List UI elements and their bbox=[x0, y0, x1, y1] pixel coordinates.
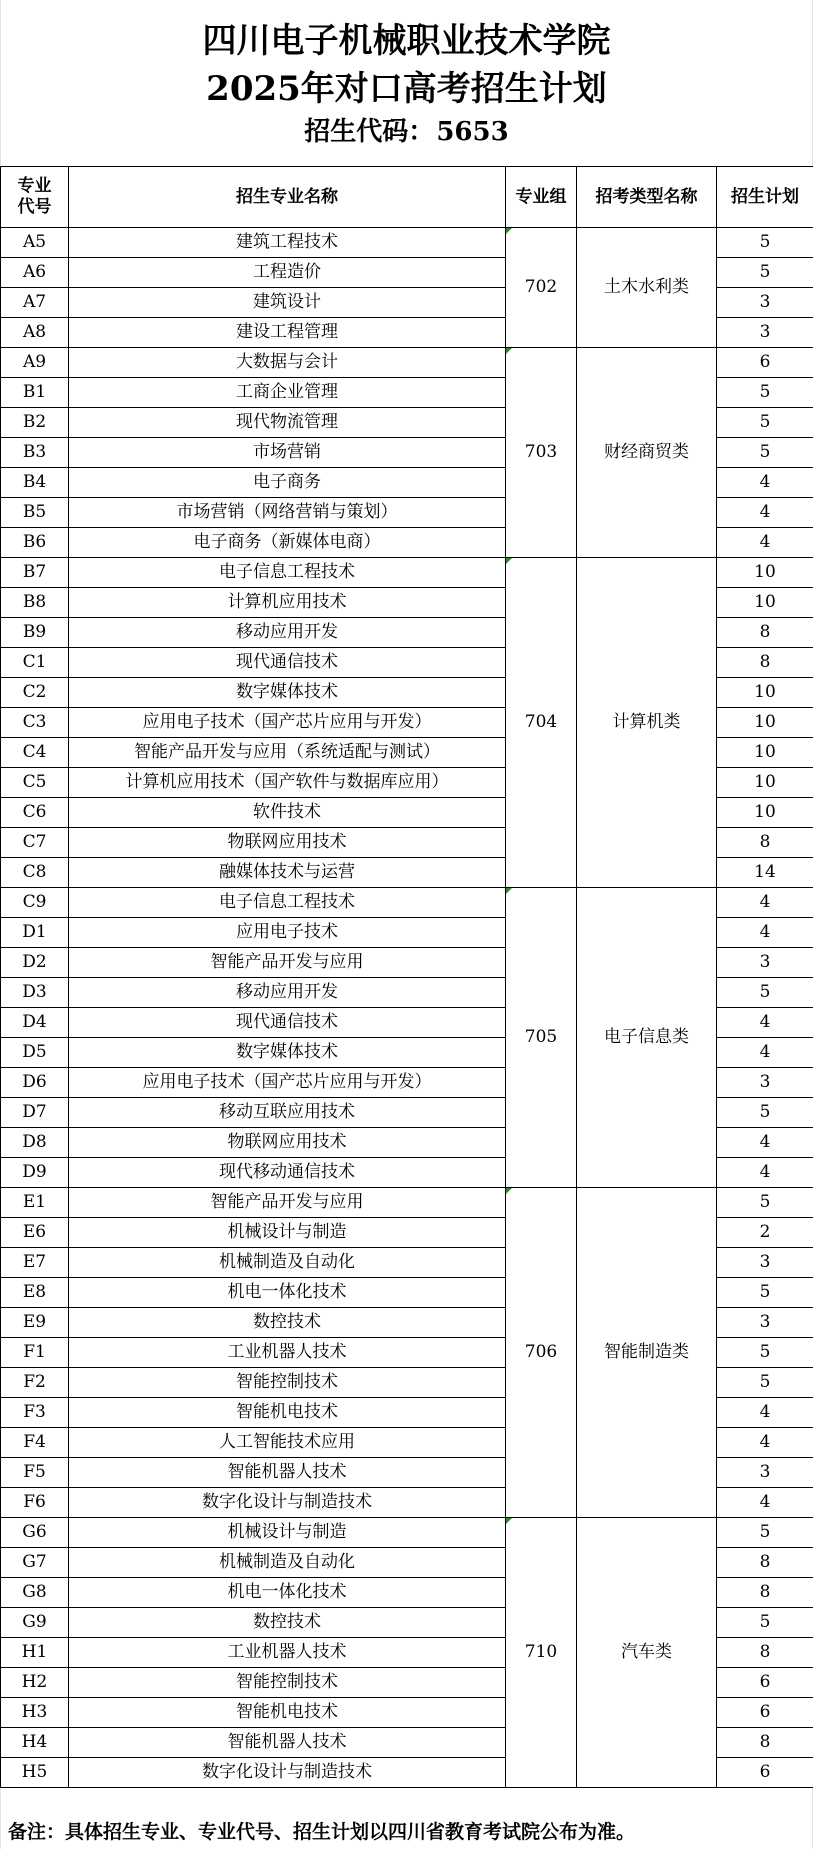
major-code-cell: D1 bbox=[1, 918, 69, 948]
major-group-cell bbox=[506, 348, 577, 558]
major-name-cell: 智能机器人技术 bbox=[69, 1458, 506, 1488]
plan-count-cell: 4 bbox=[717, 888, 813, 918]
plan-count-cell: 8 bbox=[717, 1548, 813, 1578]
table-row bbox=[1, 1188, 813, 1218]
major-name-cell: 机电一体化技术 bbox=[69, 1578, 506, 1608]
major-code-cell: B4 bbox=[1, 468, 69, 498]
exam-type-cell: 计算机类 bbox=[577, 558, 717, 888]
major-code-cell: C3 bbox=[1, 708, 69, 738]
major-name-cell: 工程造价 bbox=[69, 258, 506, 288]
plan-count-cell: 8 bbox=[717, 1728, 813, 1758]
major-code-cell: D3 bbox=[1, 978, 69, 1008]
major-name-cell: 市场营销（网络营销与策划） bbox=[69, 498, 506, 528]
major-code-cell: H5 bbox=[1, 1758, 69, 1788]
major-name-cell: 应用电子技术 bbox=[69, 918, 506, 948]
major-name-cell: 移动互联应用技术 bbox=[69, 1098, 506, 1128]
plan-count-cell: 5 bbox=[717, 378, 813, 408]
plan-count-cell: 3 bbox=[717, 1308, 813, 1338]
major-name-cell: 电子商务（新媒体电商） bbox=[69, 528, 506, 558]
plan-count-cell: 8 bbox=[717, 1638, 813, 1668]
exam-type-cell: 财经商贸类 bbox=[577, 348, 717, 558]
column-header-name: 招生专业名称 bbox=[69, 167, 506, 228]
major-code-cell: A9 bbox=[1, 348, 69, 378]
major-name-cell: 机械设计与制造 bbox=[69, 1218, 506, 1248]
plan-count-cell: 14 bbox=[717, 858, 813, 888]
plan-count-cell: 8 bbox=[717, 828, 813, 858]
major-name-cell: 应用电子技术（国产芯片应用与开发） bbox=[69, 708, 506, 738]
major-code-cell: C5 bbox=[1, 768, 69, 798]
major-name-cell: 机械制造及自动化 bbox=[69, 1548, 506, 1578]
major-name-cell: 机电一体化技术 bbox=[69, 1278, 506, 1308]
major-code-cell: B8 bbox=[1, 588, 69, 618]
major-name-cell: 移动应用开发 bbox=[69, 618, 506, 648]
plan-count-cell: 3 bbox=[717, 948, 813, 978]
plan-count-cell: 3 bbox=[717, 1458, 813, 1488]
major-name-cell: 数控技术 bbox=[69, 1608, 506, 1638]
enrollment-code-value: 5653 bbox=[436, 117, 509, 147]
major-name-cell: 融媒体技术与运营 bbox=[69, 858, 506, 888]
major-code-cell: B6 bbox=[1, 528, 69, 558]
major-code-cell: F5 bbox=[1, 1458, 69, 1488]
document-header bbox=[0, 0, 813, 166]
major-code-cell: B9 bbox=[1, 618, 69, 648]
major-name-cell: 建筑工程技术 bbox=[69, 228, 506, 258]
plan-count-cell: 8 bbox=[717, 618, 813, 648]
column-header-code-line1: 专业 bbox=[17, 176, 52, 196]
major-code-cell: E8 bbox=[1, 1278, 69, 1308]
major-code-cell: C8 bbox=[1, 858, 69, 888]
exam-type-cell: 土木水利类 bbox=[577, 228, 717, 348]
plan-count-cell: 3 bbox=[717, 318, 813, 348]
major-group-cell bbox=[506, 1188, 577, 1518]
major-code-cell: B3 bbox=[1, 438, 69, 468]
major-group-cell bbox=[506, 558, 577, 888]
major-code-cell: C6 bbox=[1, 798, 69, 828]
major-code-cell: E1 bbox=[1, 1188, 69, 1218]
major-group-label: 702 bbox=[524, 277, 558, 297]
cell-comment-marker-icon bbox=[506, 888, 512, 894]
major-name-cell: 工业机器人技术 bbox=[69, 1638, 506, 1668]
major-name-cell: 物联网应用技术 bbox=[69, 1128, 506, 1158]
major-code-cell: F6 bbox=[1, 1488, 69, 1518]
major-code-cell: G9 bbox=[1, 1608, 69, 1638]
plan-count-cell: 2 bbox=[717, 1218, 813, 1248]
plan-count-cell: 4 bbox=[717, 1008, 813, 1038]
plan-count-cell: 4 bbox=[717, 1158, 813, 1188]
major-code-cell: G8 bbox=[1, 1578, 69, 1608]
major-name-cell: 移动应用开发 bbox=[69, 978, 506, 1008]
plan-count-cell: 4 bbox=[717, 1128, 813, 1158]
major-code-cell: B5 bbox=[1, 498, 69, 528]
major-code-cell: F3 bbox=[1, 1398, 69, 1428]
major-code-cell: D4 bbox=[1, 1008, 69, 1038]
major-name-cell: 智能机电技术 bbox=[69, 1698, 506, 1728]
plan-count-cell: 4 bbox=[717, 1428, 813, 1458]
major-group-cell bbox=[506, 1518, 577, 1788]
major-code-cell: C1 bbox=[1, 648, 69, 678]
table-row bbox=[1, 1518, 813, 1548]
major-name-cell: 现代物流管理 bbox=[69, 408, 506, 438]
plan-count-cell: 5 bbox=[717, 1188, 813, 1218]
major-code-cell: D9 bbox=[1, 1158, 69, 1188]
major-name-cell: 计算机应用技术 bbox=[69, 588, 506, 618]
major-name-cell: 物联网应用技术 bbox=[69, 828, 506, 858]
major-name-cell: 电子信息工程技术 bbox=[69, 888, 506, 918]
major-code-cell: B1 bbox=[1, 378, 69, 408]
plan-count-cell: 4 bbox=[717, 918, 813, 948]
enrollment-plan-table bbox=[0, 166, 813, 1788]
major-code-cell: E9 bbox=[1, 1308, 69, 1338]
major-code-cell: C4 bbox=[1, 738, 69, 768]
major-name-cell: 智能控制技术 bbox=[69, 1668, 506, 1698]
column-header-type: 招考类型名称 bbox=[577, 167, 717, 228]
plan-count-cell: 3 bbox=[717, 1068, 813, 1098]
table-row bbox=[1, 228, 813, 258]
major-code-cell: A7 bbox=[1, 288, 69, 318]
table-body bbox=[1, 228, 813, 1788]
major-code-cell: H3 bbox=[1, 1698, 69, 1728]
plan-count-cell: 8 bbox=[717, 1578, 813, 1608]
major-code-cell: A6 bbox=[1, 258, 69, 288]
major-code-cell: A5 bbox=[1, 228, 69, 258]
plan-count-cell: 4 bbox=[717, 1398, 813, 1428]
major-code-cell: D5 bbox=[1, 1038, 69, 1068]
major-group-label: 706 bbox=[524, 1342, 558, 1362]
major-name-cell: 人工智能技术应用 bbox=[69, 1428, 506, 1458]
footer-note: 备注：具体招生专业、专业代号、招生计划以四川省教育考试院公布为准。 bbox=[8, 1821, 636, 1843]
cell-comment-marker-icon bbox=[506, 1518, 512, 1524]
major-name-cell: 数字化设计与制造技术 bbox=[69, 1758, 506, 1788]
exam-type-cell: 智能制造类 bbox=[577, 1188, 717, 1518]
plan-count-cell: 10 bbox=[717, 708, 813, 738]
major-code-cell: F1 bbox=[1, 1338, 69, 1368]
plan-count-cell: 4 bbox=[717, 528, 813, 558]
major-name-cell: 数控技术 bbox=[69, 1308, 506, 1338]
school-title: 四川电子机械职业技术学院 bbox=[202, 21, 611, 61]
plan-count-cell: 5 bbox=[717, 228, 813, 258]
major-name-cell: 智能机电技术 bbox=[69, 1398, 506, 1428]
major-name-cell: 数字化设计与制造技术 bbox=[69, 1488, 506, 1518]
cell-comment-marker-icon bbox=[506, 348, 512, 354]
plan-count-cell: 8 bbox=[717, 648, 813, 678]
table-row bbox=[1, 888, 813, 918]
plan-count-cell: 5 bbox=[717, 1608, 813, 1638]
major-name-cell: 机械设计与制造 bbox=[69, 1518, 506, 1548]
plan-count-cell: 5 bbox=[717, 258, 813, 288]
plan-count-cell: 4 bbox=[717, 1038, 813, 1068]
exam-type-cell: 汽车类 bbox=[577, 1518, 717, 1788]
plan-count-cell: 4 bbox=[717, 468, 813, 498]
major-code-cell: E6 bbox=[1, 1218, 69, 1248]
major-name-cell: 市场营销 bbox=[69, 438, 506, 468]
major-name-cell: 电子商务 bbox=[69, 468, 506, 498]
major-code-cell: D7 bbox=[1, 1098, 69, 1128]
plan-count-cell: 10 bbox=[717, 768, 813, 798]
table-row bbox=[1, 558, 813, 588]
plan-count-cell: 3 bbox=[717, 1248, 813, 1278]
plan-count-cell: 3 bbox=[717, 288, 813, 318]
major-name-cell: 数字媒体技术 bbox=[69, 678, 506, 708]
major-name-cell: 智能产品开发与应用 bbox=[69, 948, 506, 978]
plan-count-cell: 6 bbox=[717, 1758, 813, 1788]
major-name-cell: 智能产品开发与应用 bbox=[69, 1188, 506, 1218]
plan-count-cell: 10 bbox=[717, 798, 813, 828]
major-name-cell: 数字媒体技术 bbox=[69, 1038, 506, 1068]
plan-count-cell: 10 bbox=[717, 588, 813, 618]
cell-comment-marker-icon bbox=[506, 558, 512, 564]
plan-count-cell: 5 bbox=[717, 978, 813, 1008]
major-name-cell: 大数据与会计 bbox=[69, 348, 506, 378]
major-code-cell: G7 bbox=[1, 1548, 69, 1578]
major-code-cell: C7 bbox=[1, 828, 69, 858]
major-group-label: 704 bbox=[524, 712, 558, 732]
major-name-cell: 软件技术 bbox=[69, 798, 506, 828]
major-name-cell: 建筑设计 bbox=[69, 288, 506, 318]
major-name-cell: 智能控制技术 bbox=[69, 1368, 506, 1398]
major-code-cell: H2 bbox=[1, 1668, 69, 1698]
major-code-cell: A8 bbox=[1, 318, 69, 348]
major-code-cell: H4 bbox=[1, 1728, 69, 1758]
major-code-cell: G6 bbox=[1, 1518, 69, 1548]
enrollment-code bbox=[0, 114, 813, 150]
major-name-cell: 计算机应用技术（国产软件与数据库应用） bbox=[69, 768, 506, 798]
plan-count-cell: 10 bbox=[717, 558, 813, 588]
major-name-cell: 建设工程管理 bbox=[69, 318, 506, 348]
major-code-cell: D2 bbox=[1, 948, 69, 978]
major-group-cell bbox=[506, 228, 577, 348]
major-name-cell: 电子信息工程技术 bbox=[69, 558, 506, 588]
major-name-cell: 工业机器人技术 bbox=[69, 1338, 506, 1368]
major-group-cell bbox=[506, 888, 577, 1188]
column-header-code bbox=[1, 167, 69, 228]
table-row bbox=[1, 348, 813, 378]
major-code-cell: D6 bbox=[1, 1068, 69, 1098]
exam-type-cell: 电子信息类 bbox=[577, 888, 717, 1188]
plan-count-cell: 6 bbox=[717, 348, 813, 378]
major-code-cell: C2 bbox=[1, 678, 69, 708]
major-name-cell: 现代通信技术 bbox=[69, 648, 506, 678]
major-name-cell: 智能机器人技术 bbox=[69, 1728, 506, 1758]
major-code-cell: F2 bbox=[1, 1368, 69, 1398]
major-group-label: 703 bbox=[524, 442, 558, 462]
major-name-cell: 应用电子技术（国产芯片应用与开发） bbox=[69, 1068, 506, 1098]
plan-count-cell: 5 bbox=[717, 1368, 813, 1398]
plan-count-cell: 5 bbox=[717, 1278, 813, 1308]
major-group-label: 710 bbox=[524, 1642, 558, 1662]
plan-count-cell: 10 bbox=[717, 738, 813, 768]
table-header-row bbox=[1, 167, 813, 228]
column-header-plan: 招生计划 bbox=[717, 167, 813, 228]
major-name-cell: 智能产品开发与应用（系统适配与测试） bbox=[69, 738, 506, 768]
plan-count-cell: 5 bbox=[717, 1518, 813, 1548]
major-code-cell: C9 bbox=[1, 888, 69, 918]
plan-count-cell: 6 bbox=[717, 1698, 813, 1728]
major-name-cell: 现代通信技术 bbox=[69, 1008, 506, 1038]
cell-comment-marker-icon bbox=[506, 1188, 512, 1194]
major-name-cell: 机械制造及自动化 bbox=[69, 1248, 506, 1278]
plan-count-cell: 5 bbox=[717, 438, 813, 468]
plan-count-cell: 5 bbox=[717, 1338, 813, 1368]
plan-count-cell: 4 bbox=[717, 1488, 813, 1518]
cell-comment-marker-icon bbox=[506, 228, 512, 234]
plan-count-cell: 6 bbox=[717, 1668, 813, 1698]
major-code-cell: H1 bbox=[1, 1638, 69, 1668]
plan-count-cell: 10 bbox=[717, 678, 813, 708]
major-name-cell: 工商企业管理 bbox=[69, 378, 506, 408]
plan-count-cell: 5 bbox=[717, 1098, 813, 1128]
major-group-label: 705 bbox=[524, 1027, 558, 1047]
major-code-cell: B7 bbox=[1, 558, 69, 588]
major-code-cell: D8 bbox=[1, 1128, 69, 1158]
plan-count-cell: 5 bbox=[717, 408, 813, 438]
column-header-code-line2: 代号 bbox=[17, 197, 52, 217]
plan-title: 2025年对口高考招生计划 bbox=[206, 69, 607, 109]
column-header-group: 专业组 bbox=[506, 167, 577, 228]
enrollment-code-label: 招生代码： bbox=[304, 117, 435, 147]
plan-count-cell: 4 bbox=[717, 498, 813, 528]
major-code-cell: B2 bbox=[1, 408, 69, 438]
major-code-cell: F4 bbox=[1, 1428, 69, 1458]
major-code-cell: E7 bbox=[1, 1248, 69, 1278]
major-name-cell: 现代移动通信技术 bbox=[69, 1158, 506, 1188]
